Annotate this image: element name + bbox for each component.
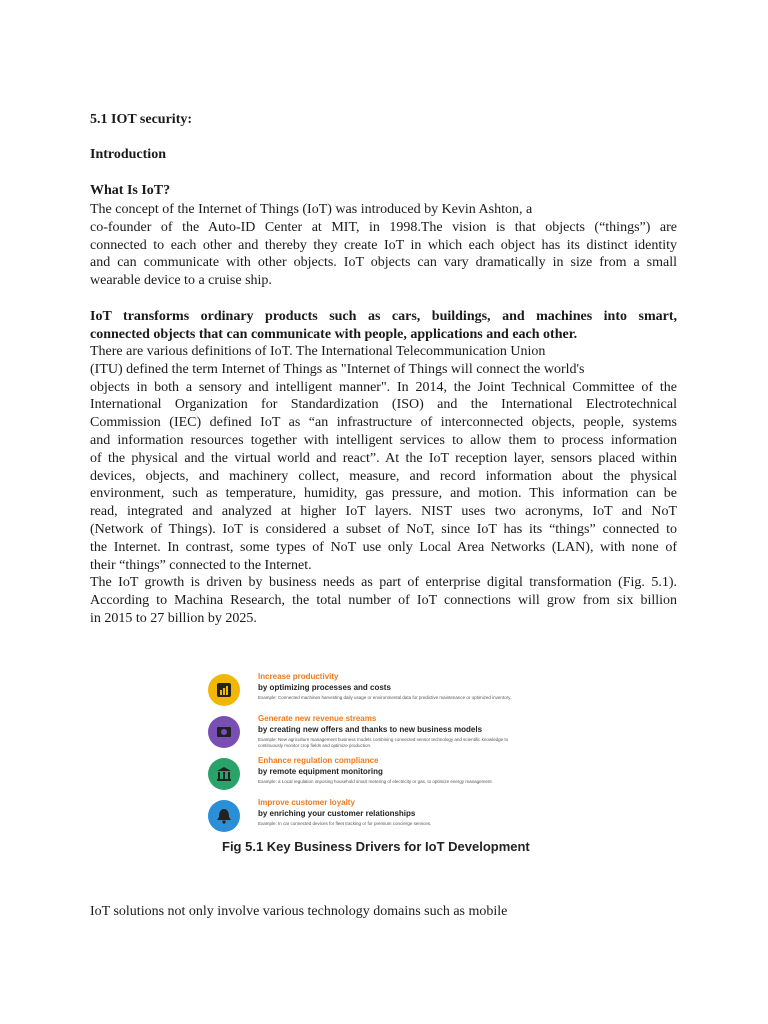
- driver-loyalty: [208, 798, 570, 844]
- text-line: co-founder of the Auto-ID Center at MIT, in 1998.The vision is that objects (“things”) are: [90, 219, 677, 235]
- business-drivers-figure: [208, 656, 570, 836]
- text-line: International Organization for Standardization (ISO) and the International Electrotechnical: [90, 397, 677, 413]
- text-line: The IoT growth is driven by business needs as part of enterprise digital transformation (Fig. 5.1).: [90, 575, 677, 591]
- text-line: and can communicate with other objects. IoT objects can vary dramatically in size from a small: [90, 255, 677, 271]
- money-icon: [208, 716, 240, 748]
- bold-statement: [90, 308, 677, 344]
- paragraph-definitions: [90, 343, 677, 628]
- driver-revenue: [208, 714, 570, 760]
- bell-icon: [208, 800, 240, 832]
- text-line: connected objects that can communicate with people, applications and each other.: [90, 326, 578, 342]
- trailing-paragraph: IoT solutions not only involve various technology domains such as mobile: [90, 904, 508, 919]
- text-line: There are various definitions of IoT. The International Telecommunication Union: [90, 344, 546, 359]
- text-line: (ITU) defined the term Internet of Things as "Internet of Things will connect the world's: [90, 361, 585, 377]
- text-line: environment, such as temperature, humidity, gas pressure, and motion. This information can be: [90, 486, 677, 502]
- text-line: of the physical and the virtual world and react”. At the IoT reception layer, sensors placed within: [90, 450, 677, 466]
- text-line: wearable device to a cruise ship.: [90, 273, 272, 289]
- text-line: connected to each other and thereby they create IoT in which each object has its distinct identity: [90, 237, 677, 253]
- text-line: objects in both a sensory and intelligent manner". In 2014, the Joint Technical Committee of the: [90, 379, 677, 395]
- driver-example: Example: a Local regulation imposing household smart metering of electricity or gas, to optimize energy management.: [258, 779, 493, 784]
- text-line: devices, objects, and machinery collect, measure, and record information about the physical: [90, 468, 677, 484]
- driver-compliance: [208, 756, 570, 802]
- text-line: in 2015 to 27 billion by 2025.: [90, 610, 257, 626]
- gauge-icon: [208, 674, 240, 706]
- driver-subtitle: by enriching your customer relationships: [258, 809, 416, 818]
- building-icon: [208, 758, 240, 790]
- what-is-iot-heading: What Is IoT?: [90, 183, 171, 198]
- driver-subtitle: by optimizing processes and costs: [258, 683, 391, 692]
- text-line: The concept of the Internet of Things (IoT) was introduced by Kevin Ashton, a: [90, 202, 533, 217]
- text-line: According to Machina Research, the total number of IoT connections will grow from six billion: [90, 593, 677, 609]
- driver-example: Example: Connected machines harvesting daily usage or environmental data for predictive maintenance or optimized inventory.: [258, 695, 512, 700]
- introduction-heading: Introduction: [90, 147, 166, 162]
- figure-caption: Fig 5.1 Key Business Drivers for IoT Development: [222, 839, 530, 854]
- text-line: IoT transforms ordinary products such as cars, buildings, and machines into smart,: [90, 309, 677, 324]
- driver-title: Generate new revenue streams: [258, 714, 377, 723]
- text-line: (Network of Things). IoT is considered a subset of NoT, since IoT has its “things” connected to: [90, 521, 677, 537]
- text-line: Commission (IEC) defined IoT as “an infrastructure of interconnected objects, people, systems: [90, 415, 677, 431]
- driver-subtitle: by remote equipment monitoring: [258, 767, 383, 776]
- text-line: read, integrated and analyzed at higher IoT layers. NIST uses two acronyms, IoT and NoT: [90, 504, 677, 520]
- section-heading: 5.1 IOT security:: [90, 112, 193, 127]
- driver-example: Example: New agriculture management business models combining connected sensor technology and scientific knowledge to continuously monitor crop fields and optimize production.: [258, 737, 509, 748]
- driver-title: Increase productivity: [258, 672, 339, 681]
- driver-title: Enhance regulation compliance: [258, 756, 379, 765]
- driver-productivity: [208, 672, 570, 718]
- driver-subtitle: by creating new offers and thanks to new business models: [258, 725, 483, 734]
- paragraph-intro: [90, 201, 677, 290]
- text-line: their “things” connected to the Internet.: [90, 557, 312, 573]
- text-line: and information resources together with intelligent services to allow them to process information: [90, 432, 677, 448]
- driver-title: Improve customer loyalty: [258, 798, 355, 807]
- driver-example: Example: In car connected devices for fleet tracking or for premium concierge services.: [258, 821, 432, 826]
- text-line: the Internet. In contrast, some types of NoT use only Local Area Networks (LAN), with none of: [90, 539, 677, 555]
